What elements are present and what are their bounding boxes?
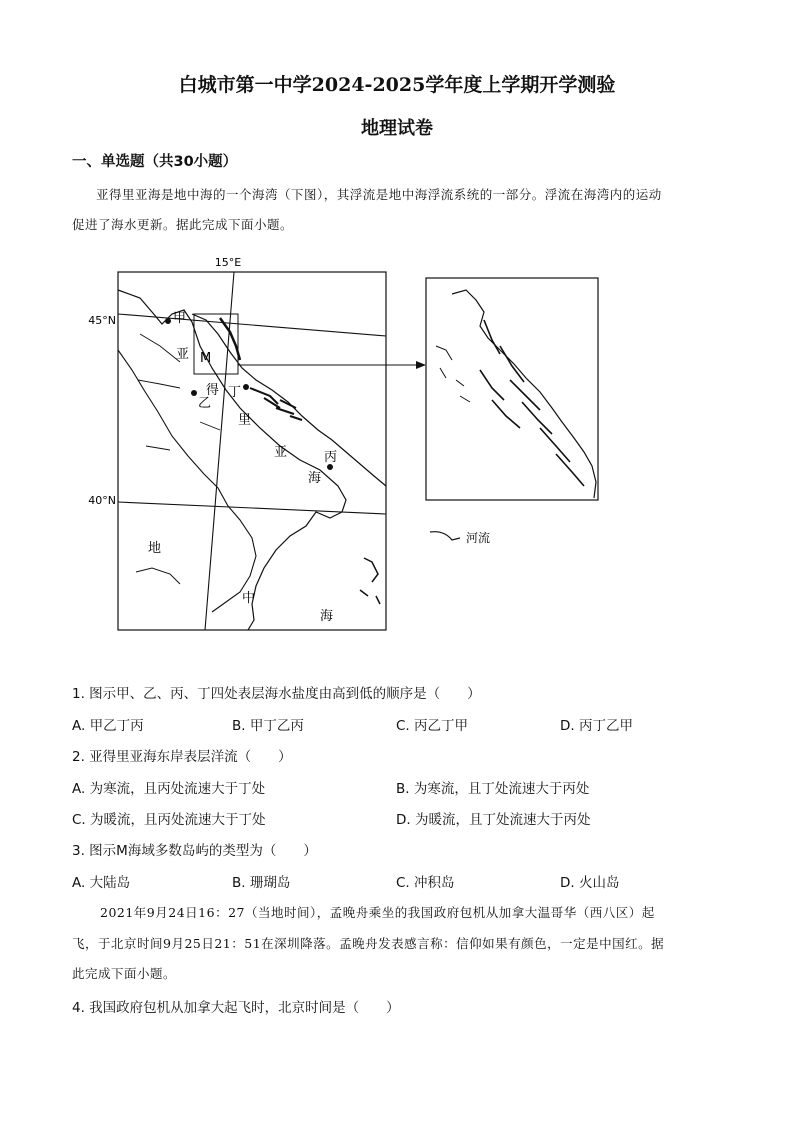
- intro2-line2: 飞，于北京时间9月25日21：51在深圳降落。孟晚舟发表感言称：信仰如果有颜色，一定是中国红。据: [72, 936, 665, 951]
- point-ding: [243, 384, 249, 390]
- q2-option-b: B. 为寒流，且丁处流速大于丙处: [396, 781, 590, 797]
- inset-west-islets: [436, 346, 470, 402]
- q1-option-d: D. 丙丁乙甲: [560, 718, 633, 734]
- q1-stem: 1. 图示甲、乙、丙、丁四处表层海水盐度由高到低的顺序是（ ）: [72, 686, 481, 702]
- label-bing: 丙: [324, 450, 338, 465]
- sea-char-2: 得: [206, 383, 220, 398]
- river-legend-icon: [430, 532, 460, 540]
- inset-map-frame: [426, 278, 598, 500]
- balkan-coast: [192, 314, 386, 486]
- sea-char-5: 海: [308, 471, 322, 486]
- intro2-line3: 此完成下面小题。: [72, 966, 177, 981]
- point-yi: [191, 390, 197, 396]
- q1-option-b: B. 甲丁乙丙: [232, 718, 304, 734]
- river-legend-label: 河流: [466, 531, 491, 545]
- section-heading: 一、单选题（共30小题）: [72, 154, 238, 170]
- q1-option-a: A. 甲乙丁丙: [72, 718, 144, 734]
- q3-option-c: C. 冲积岛: [396, 875, 455, 891]
- q3-option-d: D. 火山岛: [560, 875, 620, 891]
- adriatic-map: [80, 250, 610, 640]
- intro1-line1: 亚得里亚海是地中海的一个海湾（下图），其浮流是地中海浮流系统的一部分。浮流在海湾内的运动: [96, 187, 662, 202]
- label-ding: 丁: [228, 385, 242, 400]
- label-m-box: M: [200, 351, 212, 366]
- parallel-45n: [118, 314, 386, 336]
- q2-option-d: D. 为暖流，且丁处流速大于丙处: [396, 812, 591, 828]
- sea-char-1: 亚: [176, 347, 190, 362]
- med-char-1: 中: [242, 591, 256, 606]
- q2-stem: 2. 亚得里亚海东岸表层洋流（ ）: [72, 749, 292, 765]
- q3-option-b: B. 珊瑚岛: [232, 875, 291, 891]
- meridian-15e: [205, 272, 234, 630]
- label-15e: 15°E: [214, 256, 242, 269]
- exam-title: 白城市第一中学2024-2025学年度上学期开学测验: [178, 74, 616, 96]
- label-yi: 乙: [198, 396, 212, 411]
- greek-islands: [360, 558, 380, 604]
- point-jia: [165, 318, 171, 324]
- label-40n: 40°N: [88, 494, 116, 507]
- q1-option-c: C. 丙乙丁甲: [396, 718, 469, 734]
- parallel-40n: [118, 502, 386, 514]
- inset-arrow-head: [416, 361, 426, 369]
- exam-subtitle: 地理试卷: [361, 118, 433, 139]
- land-char: 地: [148, 541, 162, 556]
- q4-stem: 4. 我国政府包机从加拿大起飞时，北京时间是（ ）: [72, 1000, 400, 1016]
- q3-stem: 3. 图示M海域多数岛屿的类型为（ ）: [72, 843, 317, 859]
- label-jia: 甲: [173, 311, 187, 326]
- sea-char-3: 里: [238, 413, 252, 428]
- label-45n: 45°N: [88, 314, 116, 327]
- intro2-line1: 2021年9月24日16：27（当地时间），孟晚舟乘坐的我国政府包机从加拿大温哥华（西八区）起: [100, 905, 655, 920]
- sea-char-4: 亚: [274, 445, 288, 460]
- q3-option-a: A. 大陆岛: [72, 875, 131, 891]
- q2-option-a: A. 为寒流，且丙处流速大于丁处: [72, 781, 266, 797]
- intro1-line2: 促进了海水更新。据此完成下面小题。: [72, 217, 294, 232]
- inset-islands: [480, 320, 584, 486]
- med-char-2: 海: [320, 609, 334, 624]
- q2-option-c: C. 为暖流，且丙处流速大于丁处: [72, 812, 266, 828]
- sicily-coast: [136, 568, 180, 584]
- main-map-frame: [118, 272, 386, 630]
